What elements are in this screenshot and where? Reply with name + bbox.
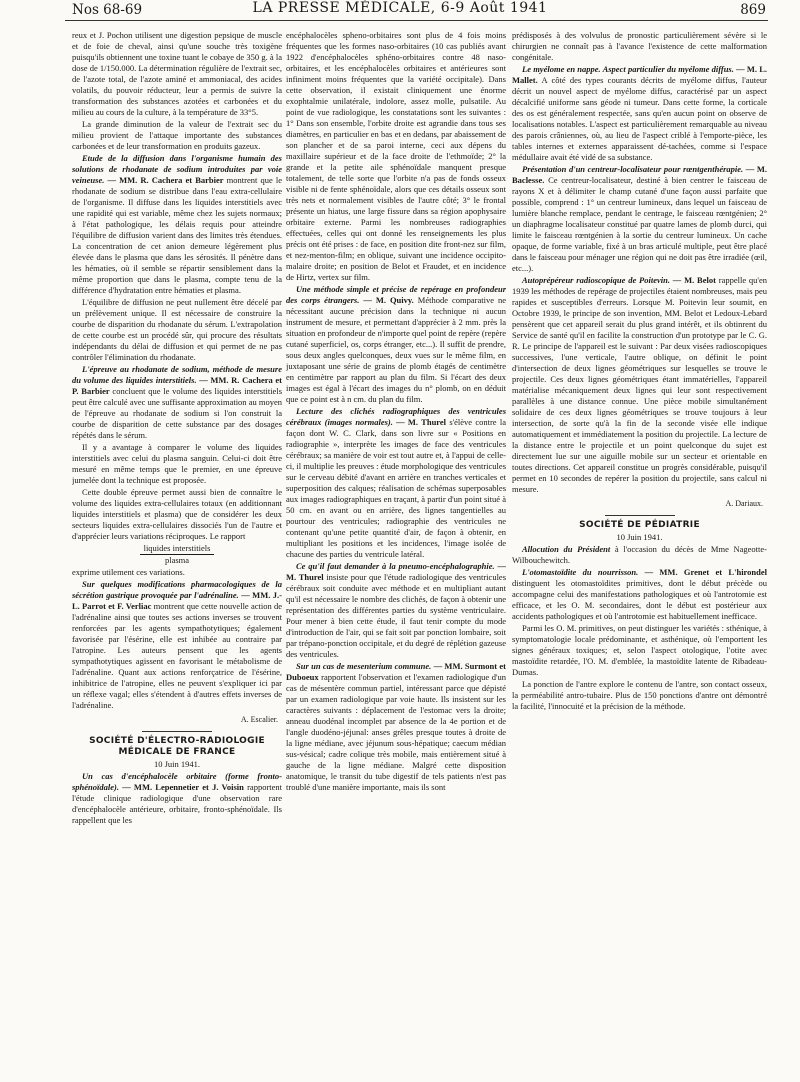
header-rule [65,20,768,21]
section-date: 10 Juin 1941. [153,759,201,769]
article-text: montrent que cette nouvelle action de l'adrénaline ainsi que toutes ses actions inverses se trouvent renforcées par les agents sympathotytiques; également favorisée par l'ésérine, elle est inhibée au contraire par l'atropine. Les auteurs pensent que les agents sympathotytiques agissent en favorisant le métabolisme de l'adrénaline. Quant aux actions renforçatrice de l'ésérine, inhibitrice de l'atropine, elles ne peuvent s'expliquer ici par un réflexe vagal; elles s'étendent à d'autres effets inverses de l'adrénaline. [72,601,282,710]
article [286,284,506,405]
article-title: L'épreuve au rhodanate de sodium, méthode de mesure du volume des liquides interstitiels. [72,364,282,385]
article-text: distinguent les otomastoïdites primitives, dont le début précède ou accompagne celui des manifestations pathologiques et où l'antrotomie est efficace, et les O. M. secondaires, dont le début est postérieur aux accidents pathologiques et où l'antrotomie est habituellement inefficace. [512,578,767,621]
article [72,153,282,296]
article-title: Un cas d'encéphalocèle orbitaire (forme fronto-sphénoïdale). [72,771,282,792]
article [512,275,767,495]
article-text: rappelle qu'en 1939 les méthodes de repérage de projectiles étaient nombreuses, mais peu rapides et susceptibles d'erreurs. Lorsque M. Poitevin leur soumit, en Octobre 1939, le principe de son invention, MM. Belot et Ledoux-Lebard pensèrent que cet appareil serait du plus grand intérêt, et ils obtinrent du Service de santé qu'il en facilite la construction d'un prototype par le C. G. R. Le principe de l'appareil est le suivant : Par deux visées radioscopiques successives, l'une verticale, l'autre oblique, on définit le point d'intersection de deux lignes géométriques sur lesquelles se trouve le projectile. Ces deux lignes géométriques étant immatérielles, l'appareil matérialise mécaniquement deux lignes qui leur sont respectivement parallèles à une distance connue. Une pièce mobile simultanément solidaire de ces deux lignes géométriques se trouve toujours à leur intersection, de sorte qu'à la fin de la seconde visée elle indique automatiquement et immédiatement la position du projectile. La lecture de la distance entre le projectile et un point quelconque du sujet est directement lue sur une aiguille mobile sur un secteur et orientable en toutes directions. Cet appareil constitue un progrès considérable, puisqu'il permet en 10 secondes de repérer la position du projectile, sans calcul ni mesure. [512,275,767,494]
section-title: SOCIÉTÉ D'ÉLECTRO-RADIOLOGIE MÉDICALE DE FRANCE [89,736,265,757]
article-text: rapportent l'observation et l'examen radiologique d'un cas de mésentère commun partiel, intéressant parce que dépisté par un examen radiologique par voie haute. Ils insistent sur les caractères suivants : déplacement de l'estomac vers la droite; anneau duodénal incomplet par absence de la 4e portion et de l'angle duodéno-jéjunal: anses grêles presque toutes à droite de la ligne médiane, avec jéjunum sous-hépatique; caecum médian sus-vésical; cadre colique très mobile, mais entièrement situé à gauche de la ligne médiane. Malgré cette disposition anatomique, le transit du tube digestif de tels patients n'est pas troublé d'une manière importante, mais ils sont [286,672,506,792]
article-authors: — M. Belot [672,275,716,285]
article-authors: — MM. J.-L. Parrot et F. Verliac [72,590,282,611]
article-authors: — MM. Lepennetier et J. Voisin [122,782,244,792]
paragraph: L'équilibre de diffusion ne peut nullement être décelé par un prélèvement unique. Il est nécessaire de construire la courbe de disparition du rhodanate du sérum. L'extrapolation de cette courbe est un procédé sûr, qui procure des résultats indépendants du délai de diffusion et qui permet de ne pas contrôler l'élimination du rhodanate. [72,297,282,362]
article-text: Ce centreur-localisateur, destiné à bien centrer le faisceau de rayons X et à délimiter le champ cutané d'une façon aussi parfaite que possible, comprend : 1° un centreur lumineux, dans lequel un faisceau de lumière blanche remplace, pendant le centrage, le faisceau rœntgénien; 2° un diaphragme localisateur constitué par quatre lames de plomb durci, qui limite le faisceau rœntgénien à la sortie du centreur lumineux. Un cache opaque, de forme variable, fixé à un bras articulé multiple, peut être placé dans le faisceau pour ménager une région qui ne doit pas être irradiée (œil, etc...). [512,175,767,273]
article [72,579,282,711]
paragraph: Cette double épreuve permet aussi bien de connaître le volume des liquides extra-cellulaires totaux (en additionnant liquides interstitiels et plasma) que de considérer les deux secteurs liquides extra-cellulaires dissociés l'un de l'autre et d'apprécier leurs variations réciproques. Le rapport [72,487,282,541]
signature: A. Dariaux. [725,499,763,508]
article-authors: — M. Thurel [396,417,447,427]
article-authors: — M. Quivy. [363,295,414,305]
paragraph: La ponction de l'antre explore le contenu de l'antre, son contact osseux, la perméabilité antro-tubaire. Plus de 150 ponctions d'antre ont démontré la facilité, l'innocuité et la précision de la méthode. [512,679,767,711]
paragraph: La grande diminution de la valeur de l'extrait sec du milieu provient de l'attaque importante des substances carbonées et de leur transformation en produits gazeux. [72,119,282,151]
article-title: Sur un cas de mesenterium commune. [296,661,432,671]
article-text: s'élève contre la façon dont W. C. Clark, dans son livre sur « Positions en radiographie », interprète les images de face des ventricules cérébraux; sa manière de voir est tout autre et, à l'appui de celle-ci, il multiplie les preuves : étude morphologique des ventricules sur le cerveau débité d'avant en arrière en tranches verticales et superposition des calques; réalisation de schémas superposables aux images radiographiques en traçant, à partir d'un point situé à 50 cm. en avant ou en arrière, des lignes tangentielles au pourtour des ventricules; radiographie des ventricules ne contenant qu'une petite quantité d'air, de façon à obtenir, en multipliant les positions et les incidences, l'image isolée de chacune des parties du ventricule latéral. [286,417,506,559]
column-1 [72,30,282,1080]
article-title: Présentation d'un centreur-localisateur pour rœntgenthérapie. [522,164,744,174]
article-title: Ce qu'il faut demander à la pneumo-encéphalographie. [296,561,495,571]
article-text: concluent que le volume des liquides interstitiels peut être calculé avec une suffisante approximation au moyen de l'épreuve au rhodanate de sodium si l'on construit la courbe de disparition de cette substance par des dosages répétés dans le sérum. [72,386,282,440]
article-authors: — MM. R. Cachera et P. Barbier [72,375,282,396]
fraction-denominator: plasma [164,555,190,565]
article [512,567,767,622]
article-title: Lecture des clichés radiographiques des ventricules cérébraux (images normales). [286,406,506,427]
article-text: montrent que le rhodanate de sodium se distribue dans l'eau extra-cellulaire de l'organisme. Il diffuse dans les liquides interstitiels avec une rapidité qui est variable, même chez les sujets normaux; à l'état pathologique, les délais requis pour atteindre l'équilibre de diffusion varient dans des limites très étendues. La concentration de cet anion demeure légèrement plus élevée dans le plasma que dans les sérosités. Il pénètre dans les hématies, où il semble se répartir sensiblement dans la même proportion que dans le plasma, compte tenu de la différence d'hydratation entre hématies et plasma. [72,175,282,295]
article [72,771,282,826]
section-title: SOCIÉTÉ DE PÉDIATRIE [579,520,700,530]
paragraph: Il y a avantage à comparer le volume des liquides interstitiels avec celui du plasma sanguin. Celui-ci doit être mesuré en même temps que le premier, en une épreuve jumelée dont la technique est proposée. [72,442,282,485]
article [512,64,767,163]
article-title: Etude de la diffusion dans l'organisme humain des solutions de rhodanate de sodium introduites par voie veineuse. [72,153,282,185]
article-text: rapportent l'étude clinique radiologique d'une observation rare d'encéphalocèle antérieure, orbitaire, fronto-sphénoïdale. Ils rappellent que les [72,782,282,825]
article [512,544,767,566]
article [286,561,506,660]
article-title: Sur quelques modifications pharmacologiques de la sécrétion gastrique provoquée par l'adrénaline. [72,579,282,600]
article-title: Le myélome en nappe. Aspect particulier du myélome diffus. [522,64,734,74]
section-date: 10 Juin 1941. [616,532,663,542]
journal-title: LA PRESSE MÉDICALE, 6-9 Août 1941 [252,0,548,16]
article [286,661,506,793]
article [286,406,506,560]
article-text: à l'occasion du décès de Mme Nageotte-Wilbouchewitch. [512,544,767,565]
page-header [0,0,800,34]
paragraph: exprime utilement ces variations. [72,567,185,577]
fraction-numerator: liquides interstitiels [140,543,215,555]
article-text: insiste pour que l'étude radiologique des ventricules cérébraux soit conduite avec méthode et en multipliant autant qu'il est nécessaire le nombre des clichés, de façon à obtenir une représentation des différentes parties du système ventriculaire. Pour mener à bien cette étude, il faut tenir compte du mode d'introduction de l'air, qui se fait soit par ponction lombaire, soit par trépano-ponction occipitale, et du degré de réplétion gazeuse des ventricules. [286,572,506,659]
article-title: L'otomastoïdite du nourrisson. [522,567,639,577]
article-authors: — M. Baclesse. [512,164,767,185]
article [512,164,767,274]
paragraph: reux et J. Pochon utilisent une digestion pepsique de muscle et de foie de cheval, ainsi qu'une souche très toxigène puisqu'ils obtiennent une toxine tuant le cobaye de 350 g. à la dose de 1/150.000. La détermination régulière de l'extrait sec, de l'azote total, de l'azote aminé et ammoniacal, des acides volatils, du pouvoir réducteur, leur a permis de suivre la transformation des substances azotées et carbonées et du milieu au cours de la culture, à la température de 33°5. [72,30,282,117]
page-number: 869 [740,2,766,18]
ratio-fraction [72,543,282,566]
article-authors: — M. L. Mallet. [512,64,767,85]
paragraph: prédisposés à des volvulus de pronostic particulièrement sévère si le chirurgien ne connaît pas à l'avance l'existence de cette malformation congénitale. [512,30,767,62]
article-text: A côté des types courants décrits de myélome diffus, l'auteur décrit un nouvel aspect de myélome diffus, caractérisé par un aspect décalcifié uniforme sans géode ni tumeur. Dans cette forme, la corticale des os est généralement respectée, sans qu'en aucun point on observe de localisations notables. L'aspect est particulièrement remarquable au niveau des parois crâniennes, où, au lieu de l'aspect criblé à l'emporte-pièce, les tables internes et externes apparaissent dé-tachées, comme si l'espace médullaire avait été vidé de sa substance. [512,75,767,162]
article-authors: — MM. Grenet et L'hirondel [644,567,767,577]
paragraph: Parmi les O. M. primitives, on peut distinguer les variétés : sthénique, à symptomatologie locale prédominante, et asthénique, où l'emportent les signes généraux toxiques; et, selon l'aspect otologique, l'otite avec mastoïdite retardée, l'O. M. d'emblée, la mastoïdite latente de Ribadeau-Dumas. [512,623,767,677]
article-text: Méthode comparative ne nécessitant aucune précision dans la technique ni aucun instrument de mesure, et permettant d'apprécier à 2 mm. près la situation en profondeur de n'importe quel point de repère (repère cutané superficiel, os, corps étranger, etc...). Il suffit de prendre, sous deux angles quelconques, deux vues sur le même film, en juxtaposant une série de grains de plomb étagés de centimètre en centimètre par rapport au plan du film. Si l'écart des deux images est égal à l'écart des images du n° plomb, on en déduit que ce point est à n cm. du plan du film. [286,295,506,404]
article-authors: — MM. Surmont et Duboeux [286,661,506,682]
article-authors: — MM. R. Cachera et Barbier [107,175,224,185]
article [72,364,282,441]
paragraph: encéphalocèles spheno-orbitaires sont plus de 4 fois moins fréquentes que les formes naso-orbitaires (10 cas publiés avant 1922 d'encéphalocèles sphéno-orbitaires contre 48 naso-orbitaires, et les encéphalocèles orbitaires et antérieures sont infiniment moins fréquentes que la variété occipitale). Dans cette observation, il existait cliniquement une énorme exophtalmie unilatérale, indolore, assez molle, pulsatile. Au point de vue radiologique, les constatations sont les suivantes : 1° Dans son ensemble, l'orbite droite est agrandie dans tous ses diamètres, en particulier en bas et en dedans, par abaissement de son plancher et de sa paroi interne, ceci aux dépens du maxillaire supérieur et de la face droite de l'ethmoïde; 2° la grande et la petite aile sphénoïdale manquent presque totalement, de telle sorte que l'orbite n'a pas de fonds osseux visible ni de fente sphénoïdale, alors que ces détails osseux sont très nets et normalement visibles de l'autre côté; 3° le frontal présente un hiatus, une large fissure dans sa région apophysaire orbitaire externe. Parmi les nombreuses radiographies effectuées, celles qui ont donné les renseignements les plus précis ont été prises : de face, en position dite front-nez sur film, et nez-menton-film; en oblique, suivant une incidence occipito-malaire droite; en position de Belot et Fraudet, et en incidence de Hirtz, vertex sur film. [286,30,506,282]
separator [605,515,675,516]
article-title: Une méthode simple et précise de repérage en profondeur des corps étrangers. [286,284,506,305]
separator [142,731,212,732]
article-title: Autoprépéreur radioscopique de Poitevin. [522,275,670,285]
column-3 [512,30,767,1080]
issue-number: Nos 68-69 [72,2,143,18]
column-2 [286,30,506,1080]
article-title: Allocution du Président [522,544,611,554]
signature: A. Escalier. [240,715,278,724]
article-authors: — M. Thurel [286,561,506,582]
